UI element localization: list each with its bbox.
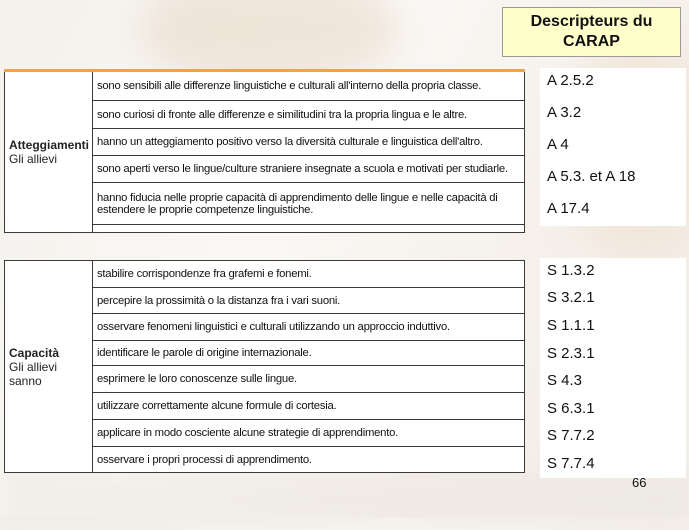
descriptor-code: S 1.3.2 xyxy=(547,262,595,279)
atteggiamenti-codes xyxy=(540,68,686,226)
descriptor-code: A 3.2 xyxy=(547,104,582,121)
descriptor-code: S 7.7.4 xyxy=(547,455,595,472)
descriptor-code: S 3.2.1 xyxy=(547,289,595,306)
descriptor-cell: sono sensibili alle differenze linguistiche e culturali all'interno della propria classe. xyxy=(93,71,525,101)
descriptor-code: S 4.3 xyxy=(547,372,583,389)
table-row xyxy=(5,261,525,288)
descriptor-cell: hanno fiducia nelle proprie capacità di apprendimento delle lingue e nelle capacità di estendere le proprie competenze linguistiche. xyxy=(93,183,525,225)
descriptor-cell: hanno un atteggiamento positivo verso la diversità culturale e linguistica dell'altro. xyxy=(93,129,525,156)
descriptor-code: A 5.3. et A 18 xyxy=(547,168,636,185)
descriptor-cell: percepire la prossimità o la distanza fra i vari suoni. xyxy=(93,288,525,314)
descriptor-cell: osservare i propri processi di apprendimento. xyxy=(93,447,525,473)
atteggiamenti-table xyxy=(4,69,525,233)
atteggiamenti-label: Atteggiamenti xyxy=(9,138,90,152)
slide-title-line2: CARAP xyxy=(563,33,620,50)
descriptor-code: A 2.5.2 xyxy=(547,72,594,89)
descriptor-cell: osservare fenomeni linguistici e culturali utilizzando un approccio induttivo. xyxy=(93,314,525,341)
capacita-label: Capacità xyxy=(9,345,60,360)
descriptor-cell: sono curiosi di fronte alle differenze e similitudini tra la propria lingua e le altre. xyxy=(93,101,525,129)
empty-cell xyxy=(93,225,525,233)
descriptor-cell: applicare in modo cosciente alcune strategie di apprendimento. xyxy=(93,420,525,447)
descriptor-cell: utilizzare correttamente alcune formule di cortesia. xyxy=(93,393,525,420)
slide-title-box xyxy=(502,7,681,57)
capacita-codes xyxy=(540,258,686,478)
capacita-category-cell xyxy=(5,261,93,473)
capacita-sub: Gli allievi sanno xyxy=(9,359,58,388)
descriptor-code: S 2.3.1 xyxy=(547,345,595,362)
descriptor-cell: identificare le parole di origine internazionale. xyxy=(93,341,525,366)
atteggiamenti-category-cell xyxy=(5,71,93,233)
background-decoration xyxy=(0,470,689,530)
capacita-table xyxy=(4,260,525,473)
descriptor-code: S 1.1.1 xyxy=(547,317,595,334)
descriptor-cell: esprimere le loro conoscenze sulle lingue. xyxy=(93,366,525,393)
descriptor-code: A 17.4 xyxy=(547,200,590,217)
descriptor-code: A 4 xyxy=(547,136,569,153)
descriptor-cell: sono aperti verso le lingue/culture straniere insegnate a scuola e motivati per studiarle. xyxy=(93,156,525,183)
slide-title-line1: Descripteurs du xyxy=(530,13,653,30)
descriptor-cell: stabilire corrispondenze fra grafemi e fonemi. xyxy=(93,261,525,288)
page-number: 66 xyxy=(632,475,647,490)
table-row xyxy=(5,71,525,101)
descriptor-code: S 7.7.2 xyxy=(547,427,595,444)
atteggiamenti-sub: Gli allievi xyxy=(9,152,58,166)
descriptor-code: S 6.3.1 xyxy=(547,400,595,417)
